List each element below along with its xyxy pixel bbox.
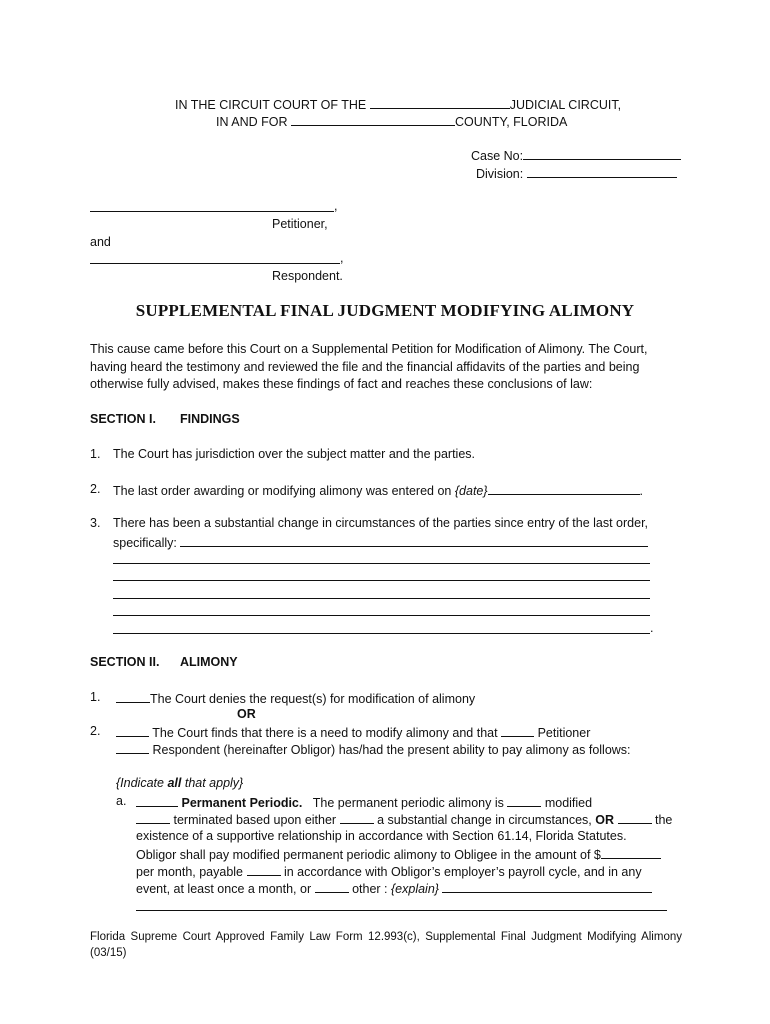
respondent-name-line[interactable]: [90, 263, 340, 264]
option-a-line-5: per month, payable in accordance with Obligor’s employer’s payroll cycle, and in any: [136, 862, 642, 880]
other-schedule-explain-line-2[interactable]: [136, 910, 667, 911]
option-a-line-2: terminated based upon either a substantial change in circumstances, OR the: [136, 810, 672, 828]
section-2-number: SECTION II.: [90, 655, 160, 669]
section-1-number: SECTION I.: [90, 412, 156, 426]
respondent-label: Respondent.: [272, 269, 343, 283]
permanent-periodic-check-blank[interactable]: [136, 793, 178, 807]
modify-check-blank[interactable]: [116, 723, 149, 737]
section-1-heading: FINDINGS: [180, 412, 240, 426]
alimony-option-1: The Court denies the request(s) for modification of alimony: [116, 689, 475, 707]
substantial-change-check-blank[interactable]: [340, 810, 374, 824]
deny-check-blank[interactable]: [116, 689, 150, 703]
modified-check-blank[interactable]: [507, 793, 541, 807]
option-a-line-3: existence of a supportive relationship in accordance with Section 61.14, Florida Statutes.: [136, 829, 627, 843]
alimony-option-2-number: 2.: [90, 724, 101, 738]
option-a-line-4: Obligor shall pay modified permanent periodic alimony to Obligee in the amount of $: [136, 845, 661, 863]
alimony-option-2-line-1: The Court finds that there is a need to modify alimony and that Petitioner: [116, 723, 590, 741]
or-separator: OR: [237, 707, 256, 721]
finding-2-number: 2.: [90, 482, 101, 496]
division-blank[interactable]: [527, 164, 677, 178]
form-footer: Florida Supreme Court Approved Family Law Form 12.993(c), Supplemental Final Judgment Modifying Alimony (03/15): [90, 931, 682, 959]
last-order-date-blank[interactable]: [488, 481, 640, 495]
change-explanation-line-6[interactable]: [113, 633, 650, 634]
division-field: Division:: [476, 164, 677, 182]
option-a-line-1: Permanent Periodic. The permanent periodic alimony is modified: [136, 793, 592, 811]
finding-1-text: The Court has jurisdiction over the subject matter and the parties.: [113, 447, 475, 461]
document-title: SUPPLEMENTAL FINAL JUDGMENT MODIFYING ALIMONY: [135, 301, 635, 320]
finding-3-number: 3.: [90, 516, 101, 530]
finding-3-line-2: specifically:: [113, 533, 648, 551]
change-explanation-line-4[interactable]: [113, 598, 650, 599]
petitioner-label: Petitioner,: [272, 217, 328, 231]
petitioner-name-line[interactable]: [90, 211, 334, 212]
caption-line-2: IN AND FOR COUNTY, FLORIDA: [216, 112, 567, 130]
change-explanation-line-2[interactable]: [113, 563, 650, 564]
county-blank[interactable]: [291, 112, 455, 126]
section-2-heading: ALIMONY: [180, 655, 238, 669]
alimony-option-2-line-2: Respondent (hereinafter Obligor) has/had the present ability to pay alimony as follows:: [116, 740, 631, 758]
other-schedule-check-blank[interactable]: [315, 879, 349, 893]
other-schedule-explain-blank[interactable]: [442, 879, 652, 893]
respondent-obligor-blank[interactable]: [116, 740, 149, 754]
intro-paragraph: This cause came before this Court on a Supplemental Petition for Modification of Alimony. The Court, having heard the testimony and reviewed the file and the financial affidavits of the parties and being otherwise fully advised, makes these findings of fact and reaches these conclusions of law:: [90, 342, 648, 391]
indicate-instruction: {Indicate all that apply}: [116, 776, 244, 790]
case-no-blank[interactable]: [523, 146, 681, 160]
respondent-comma: ,: [340, 251, 344, 265]
alimony-option-1-number: 1.: [90, 690, 101, 704]
change-explanation-line-3[interactable]: [113, 580, 650, 581]
and-label: and: [90, 235, 111, 249]
option-a-label: a.: [116, 794, 127, 808]
petitioner-comma: ,: [334, 199, 338, 213]
supportive-relationship-check-blank[interactable]: [618, 810, 652, 824]
alimony-amount-blank[interactable]: [601, 845, 661, 859]
terminated-check-blank[interactable]: [136, 810, 170, 824]
finding-1-number: 1.: [90, 447, 101, 461]
finding-3-line-1: There has been a substantial change in circumstances of the parties since entry of the last order,: [113, 516, 649, 530]
petitioner-obligor-blank[interactable]: [501, 723, 534, 737]
caption-line-1: IN THE CIRCUIT COURT OF THE JUDICIAL CIRCUIT,: [175, 95, 621, 113]
option-a-line-6: event, at least once a month, or other : {explain}: [136, 879, 652, 897]
payroll-cycle-check-blank[interactable]: [247, 862, 281, 876]
finding-2-text: The last order awarding or modifying alimony was entered on {date} .: [113, 481, 643, 499]
change-explanation-blank-1[interactable]: [180, 533, 648, 547]
change-explanation-period: .: [650, 621, 654, 635]
change-explanation-line-5[interactable]: [113, 615, 650, 616]
circuit-blank[interactable]: [370, 95, 510, 109]
case-no-field: Case No:: [471, 146, 681, 164]
